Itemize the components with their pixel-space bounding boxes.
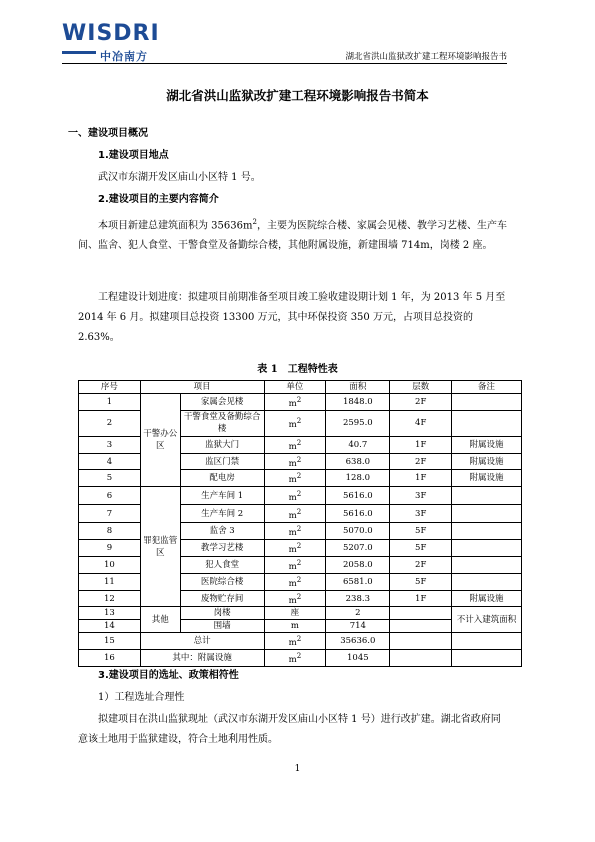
- cell-no: 5: [79, 470, 141, 487]
- cell-item: 干警食堂及备勤综合楼: [180, 410, 264, 436]
- header-unit: 单位: [264, 381, 326, 394]
- cell-no: 14: [79, 620, 141, 633]
- cell-no: 7: [79, 505, 141, 523]
- cell-unit: $m^2$: [264, 436, 326, 453]
- cell-area: 638.0: [326, 453, 390, 470]
- header-no: 序号: [79, 381, 141, 394]
- table-header-row: [79, 381, 522, 394]
- group-other: 其他: [140, 607, 180, 633]
- cell-item: 监狱大门: [180, 436, 264, 453]
- cell-area: 40.7: [326, 436, 390, 453]
- subsection-heading-location: 1.建设项目地点: [98, 150, 169, 161]
- cell-note: [452, 556, 522, 573]
- cell-item: 监区门禁: [180, 453, 264, 470]
- group-prisoner: 罪犯监管区: [140, 487, 180, 607]
- cell-no: 1: [79, 394, 141, 411]
- cell-no: 11: [79, 573, 141, 590]
- cell-unit: m: [264, 620, 326, 633]
- cell-no: 16: [79, 650, 141, 667]
- logo-bar: [62, 51, 96, 54]
- cell-floors: 5F: [390, 540, 452, 557]
- cell-no: 9: [79, 540, 141, 557]
- cell-note-merged: 不计入建筑面积: [452, 607, 522, 633]
- cell-note: [452, 505, 522, 523]
- cell-no: 10: [79, 556, 141, 573]
- cell-no: 8: [79, 523, 141, 540]
- cell-unit: $m^2$: [264, 487, 326, 505]
- cell-note: 附属设施: [452, 590, 522, 607]
- cell-no: 6: [79, 487, 141, 505]
- cell-area: 5616.0: [326, 487, 390, 505]
- content-paragraph-b: ，主要为医院综合楼、家属会见楼、教学习艺楼、生产车间、监舍、犯人食堂、干警食堂及备勤综合楼，其他附属设施，新建围墙 714m，岗楼 2 座。: [78, 220, 507, 252]
- cell-area: 35636.0: [326, 633, 390, 650]
- cell-unit: $m^2$: [264, 573, 326, 590]
- siting-subheading: 1）工程选址合理性: [98, 692, 185, 703]
- cell-no: 12: [79, 590, 141, 607]
- header-rule: [62, 63, 507, 64]
- company-logo: [62, 21, 182, 63]
- cell-note: [452, 650, 522, 667]
- cell-item: 监舍 3: [180, 523, 264, 540]
- table-row-total: [79, 633, 522, 650]
- cell-area: 5616.0: [326, 505, 390, 523]
- cell-unit: $m^2$: [264, 505, 326, 523]
- header-area: 面积: [326, 381, 390, 394]
- cell-item: 教学习艺楼: [180, 540, 264, 557]
- cell-area: 1848.0: [326, 394, 390, 411]
- cell-area: 5207.0: [326, 540, 390, 557]
- cell-unit: $m^2$: [264, 633, 326, 650]
- content-paragraph-a: 本项目新建总建筑面积为 35636m: [98, 220, 253, 232]
- cell-item: 生产车间 2: [180, 505, 264, 523]
- cell-area: 6581.0: [326, 573, 390, 590]
- location-paragraph: 武汉市东湖开发区庙山小区特 1 号。: [98, 172, 261, 183]
- cell-floors: 1F: [390, 436, 452, 453]
- cell-unit: $m^2$: [264, 410, 326, 436]
- cell-floors: 2F: [390, 556, 452, 573]
- cell-unit: $m^2$: [264, 650, 326, 667]
- logo-wordmark: WISDRI: [62, 21, 160, 46]
- cell-floors: [390, 620, 452, 633]
- cell-note: [452, 487, 522, 505]
- cell-area: 714: [326, 620, 390, 633]
- cell-no: 13: [79, 607, 141, 620]
- header-note: 备注: [452, 381, 522, 394]
- cell-area: 2: [326, 607, 390, 620]
- subsection-heading-content: 2.建设项目的主要内容简介: [98, 194, 219, 205]
- cell-area: 2595.0: [326, 410, 390, 436]
- cell-floors: [390, 633, 452, 650]
- running-header: 湖北省洪山监狱改扩建工程环境影响报告书: [345, 52, 507, 62]
- cell-note: [452, 540, 522, 557]
- section-heading-1: 一、建设项目概况: [68, 128, 148, 139]
- subsection-heading-siting: 3.建设项目的选址、政策相符性: [98, 670, 239, 681]
- cell-unit: $m^2$: [264, 394, 326, 411]
- cell-area: 5070.0: [326, 523, 390, 540]
- cell-item: 配电房: [180, 470, 264, 487]
- page-number: 1: [294, 764, 301, 774]
- cell-item: 围墙: [180, 620, 264, 633]
- group-office: 干警办公区: [140, 394, 180, 487]
- cell-note: [452, 410, 522, 436]
- schedule-paragraph: 工程建设计划进度：拟建项目前期准备至项目竣工验收建设期计划 1 年，为 2013 年 5 月至 2014 年 6 月。拟建项目总投资 13300 万元，其中环保投资 350 万元，占项目总投资的 2.63%。: [78, 292, 506, 343]
- cell-note: 附属设施: [452, 470, 522, 487]
- siting-paragraph: 拟建项目在洪山监狱现址（武汉市东湖开发区庙山小区特 1 号）进行改扩建。湖北省政府同意该土地用于监狱建设，符合土地利用性质。: [78, 714, 501, 745]
- cell-floors: 4F: [390, 410, 452, 436]
- cell-item: 犯人食堂: [180, 556, 264, 573]
- cell-note: 附属设施: [452, 436, 522, 453]
- table-row-subtotal: [79, 650, 522, 667]
- cell-item: 废物贮存间: [180, 590, 264, 607]
- cell-no: 15: [79, 633, 141, 650]
- cell-floors: 1F: [390, 470, 452, 487]
- cell-unit: $m^2$: [264, 523, 326, 540]
- cell-note: [452, 633, 522, 650]
- cell-floors: 3F: [390, 505, 452, 523]
- cell-item: 总计: [140, 633, 264, 650]
- cell-floors: 2F: [390, 453, 452, 470]
- cell-no: 3: [79, 436, 141, 453]
- cell-note: [452, 394, 522, 411]
- cell-unit: 座: [264, 607, 326, 620]
- table-row: [79, 487, 522, 505]
- cell-item: 生产车间 1: [180, 487, 264, 505]
- cell-floors: 5F: [390, 573, 452, 590]
- content-paragraph: [78, 212, 508, 256]
- cell-unit: $m^2$: [264, 540, 326, 557]
- cell-area: 128.0: [326, 470, 390, 487]
- cell-floors: 1F: [390, 590, 452, 607]
- cell-floors: 5F: [390, 523, 452, 540]
- cell-floors: [390, 607, 452, 620]
- cell-item: 医院综合楼: [180, 573, 264, 590]
- cell-note: [452, 573, 522, 590]
- cell-unit: $m^2$: [264, 590, 326, 607]
- cell-area: 1045: [326, 650, 390, 667]
- cell-no: 4: [79, 453, 141, 470]
- cell-note: [452, 523, 522, 540]
- table-caption: 表 1 工程特性表: [257, 364, 338, 375]
- cell-unit: $m^2$: [264, 453, 326, 470]
- document-title: 湖北省洪山监狱改扩建工程环境影响报告书简本: [166, 88, 429, 103]
- cell-item: 家属会见楼: [180, 394, 264, 411]
- logo-subtitle: 中冶南方: [100, 50, 148, 63]
- content-paragraph-sup: 2: [252, 218, 257, 226]
- header-item: 项目: [140, 381, 264, 394]
- cell-no: 2: [79, 410, 141, 436]
- cell-item: 其中：附属设施: [140, 650, 264, 667]
- cell-area: 2058.0: [326, 556, 390, 573]
- cell-item: 岗楼: [180, 607, 264, 620]
- project-spec-table: [78, 380, 522, 667]
- cell-area: 238.3: [326, 590, 390, 607]
- cell-unit: $m^2$: [264, 556, 326, 573]
- cell-unit: $m^2$: [264, 470, 326, 487]
- header-floors: 层数: [390, 381, 452, 394]
- cell-note: 附属设施: [452, 453, 522, 470]
- cell-floors: 3F: [390, 487, 452, 505]
- table-row: [79, 607, 522, 620]
- table-row: [79, 394, 522, 411]
- cell-floors: 2F: [390, 394, 452, 411]
- cell-floors: [390, 650, 452, 667]
